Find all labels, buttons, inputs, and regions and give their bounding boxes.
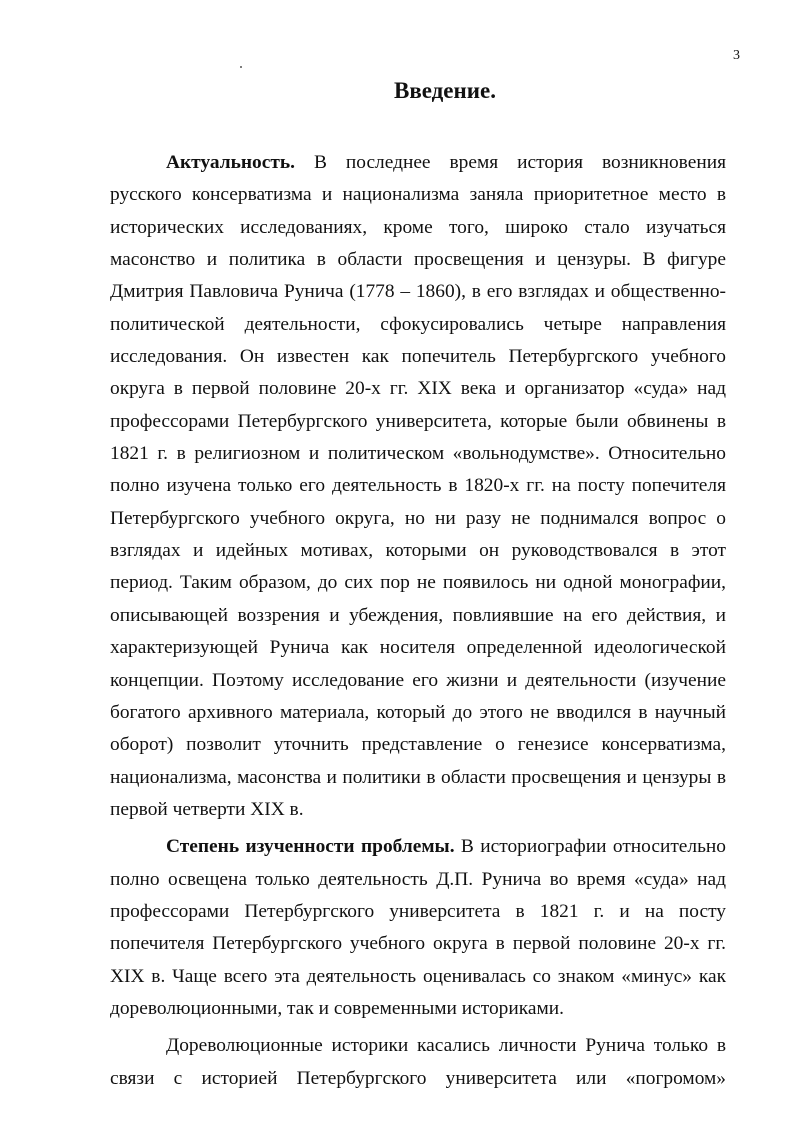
paragraph-lead: Степень изученности проблемы. bbox=[166, 836, 455, 858]
scan-speck bbox=[240, 66, 242, 68]
paragraph-prerevolutionary bbox=[110, 1030, 726, 1095]
paragraph-lead: Актуальность. bbox=[166, 152, 295, 173]
page-title: Введение. bbox=[394, 78, 496, 103]
paragraph-text: В историографии относительно полно освещена только деятельность Д.П. Рунича во время «суда» над профессорами Петербургского университета в 1821 г. и на посту попечителя Петербургского учебного округа в первой половине 20-х гг. XIX в. Чаще всего эта деятельность оценивалась со знаком «минус» как дореволюционными, так и современными историками. bbox=[110, 836, 726, 1019]
paragraph-historiography bbox=[110, 831, 726, 1025]
paragraph-relevance bbox=[110, 147, 726, 826]
paragraph-text: Дореволюционные историки касались личности Рунича только в связи с историей Петербургского университета или «погромом» bbox=[110, 1035, 726, 1089]
paragraph-text: В последнее время история возникновения русского консерватизма и национализма заняла приоритетное место в исторических исследованиях, кроме того, широко стало изучаться масонство и политика в области просвещения и цензуры. В фигуре Дмитрия Павловича Рунича (1778 – 1860), в его взглядах и общественно-политической деятельности, сфокусировались четыре направления исследования. Он известен как попечитель Петербургского учебного округа в первой половине 20-х гг. XIX века и организатор «суда» над профессорами Петербургского университета, которые были обвинены в 1821 г. в религиозном и политическом «вольнодумстве». Относительно полно изучена только его деятельность в 1820-х гг. на посту попечителя Петербургского учебного округа, но ни разу не поднимался вопрос о взглядах и идейных мотивах, которыми он руководствовался в этот период. Таким образом, до сих пор не появилось ни одной монографии, описывающей воззрения и убеждения, повлиявшие на его действия, и характеризующей Рунича как носителя определенной идеологической концепции. Поэтому исследование его жизни и деятельности (изучение богатого архивного материала, который до этого не вводился в научный оборот) позволит уточнить представление о генезисе консерватизма, национализма, масонства и политики в области просвещения и цензуры в первой четверти XIX в. bbox=[110, 152, 726, 820]
body-text bbox=[110, 147, 726, 1095]
page-number: 3 bbox=[733, 48, 740, 63]
